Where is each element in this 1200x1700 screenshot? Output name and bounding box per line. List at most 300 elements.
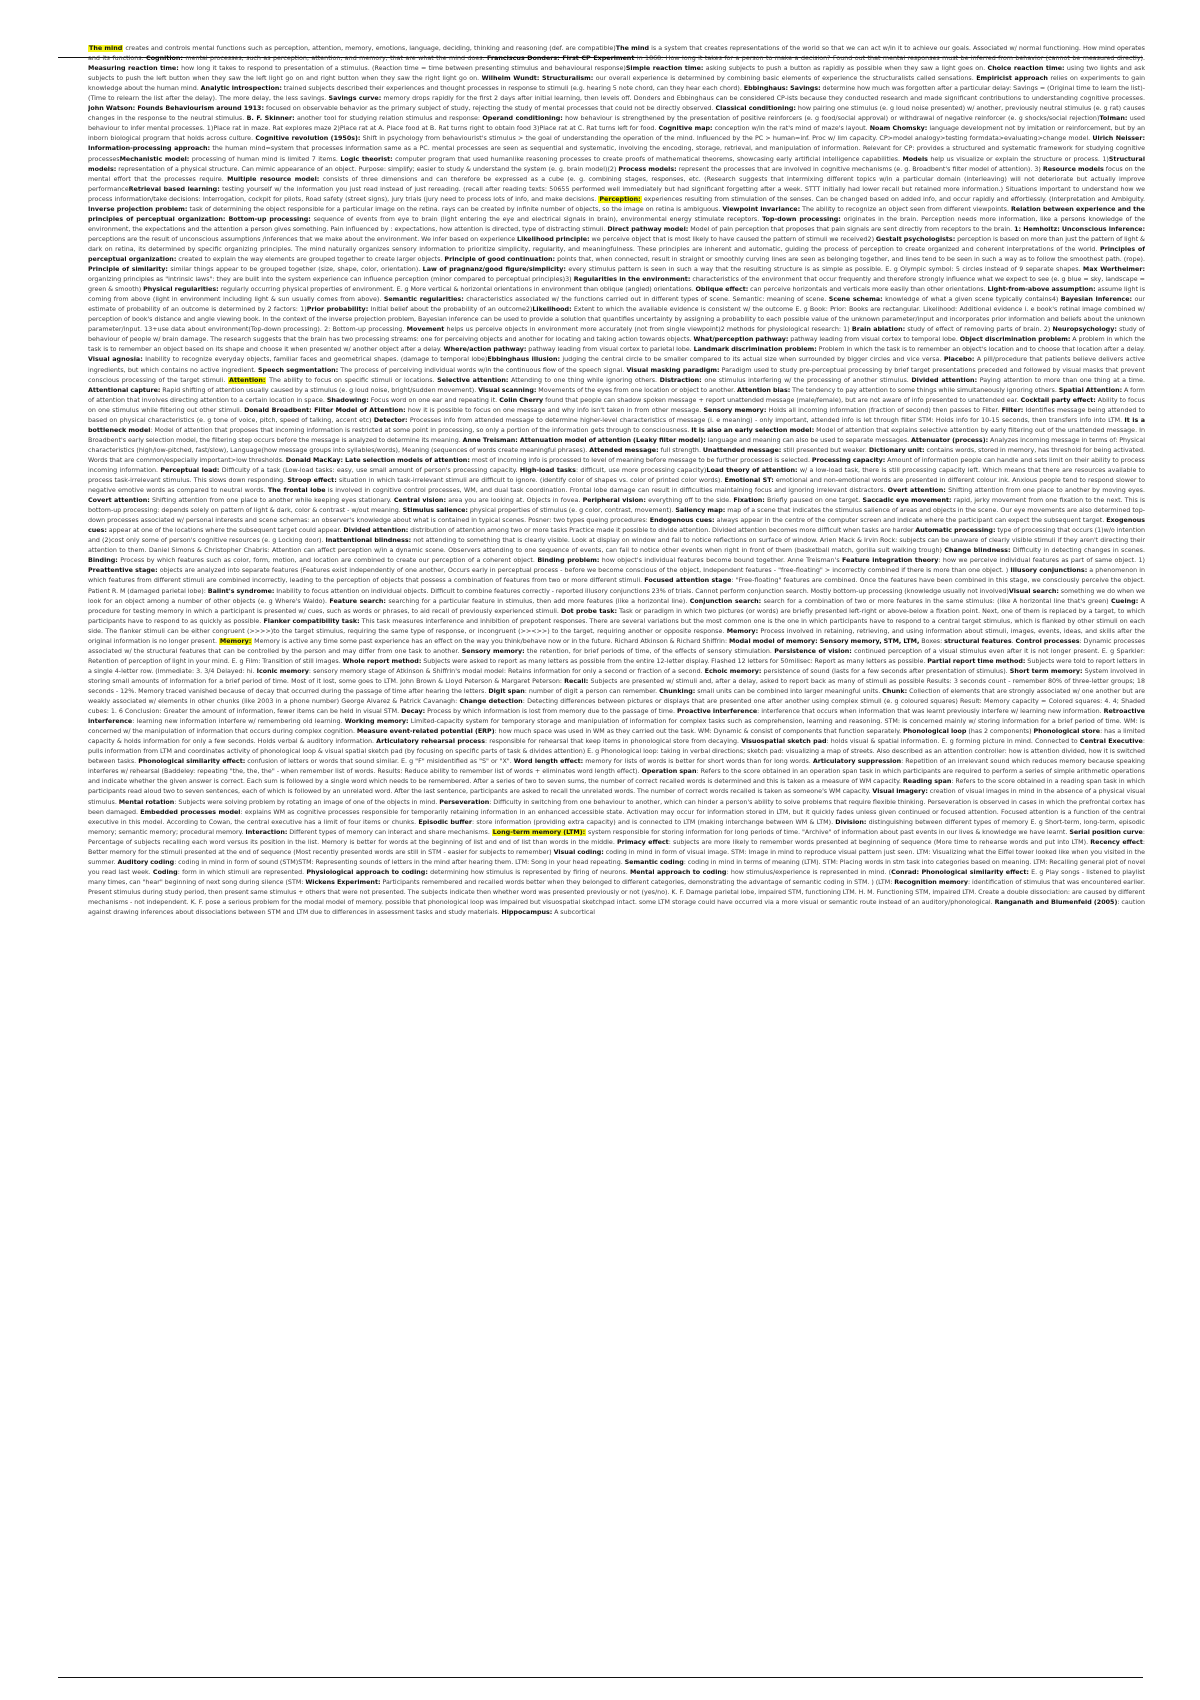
bold-term: Serial position curve xyxy=(1069,828,1143,836)
bold-term: Decay: xyxy=(401,708,426,716)
bold-term: Mental rotation xyxy=(118,798,175,806)
body-text: The ability to recognize an object seen from different viewpoints. xyxy=(800,205,1012,213)
highlighted-heading: The mind xyxy=(89,45,123,52)
body-text: : interference that occurs when information that was learnt previously interfere w/ learning new information. xyxy=(757,708,1104,716)
body-text: we perceive object that is most likely to have caused the pattern of stimuli we received2) xyxy=(589,235,876,243)
body-text: regularly occurring physical properties of environment. E. g More vertical & horizontal orientations in environment than oblique (angled) orientations. xyxy=(218,286,696,294)
body-text: persistence of sound (lasts for a few seconds after presentation of stimulus). xyxy=(761,667,1010,675)
body-text: how behaviour is strengthened by the presentation of positive reinforcers (e. g food/social approval) or withdrawal of negative reinforcer (e. g shocks/social rejection) xyxy=(562,115,1100,123)
body-text: : Refers to the score obtained in a reading span task in which participants read aloud two to seven sentences, each of which is followed by an unrelated word. After the last sentence, participants are asked to recall the unrelated words. The number of correct words recalled is taken as someone's WM capacity. xyxy=(88,778,1145,796)
bold-term: Ulrich Neisser: Information-processing approach: xyxy=(88,135,1145,153)
body-text: Boxes: xyxy=(919,637,945,645)
body-text: The tendency to pay attention to some things while simultaneously ignoring others. xyxy=(790,386,1059,394)
body-text: pathway leading from visual cortex to temporal lobe. xyxy=(788,336,960,344)
bold-term: Control processes xyxy=(1015,637,1080,645)
body-text: A form of attention that involves directing attention to a certain location in space. xyxy=(88,386,1145,404)
body-text: using two lights and ask subjects to push the left button when they saw the left light go on and right button when they saw the right light go on. xyxy=(88,65,1145,83)
body-text: determine how much was forgotten after a particular delay: Savings = (Original time to learn the list)-(Time to relearn the list after the delay). The more delay, the less savings. xyxy=(88,85,1145,103)
bold-term: Spatial Attention: xyxy=(1058,386,1123,394)
bold-term: Endogenous cues: xyxy=(649,517,715,525)
body-text: something we do when we look for an object among a number of other objects (e. g Where's Waldo). xyxy=(88,587,1145,605)
bold-term: Feature search: xyxy=(329,597,386,605)
body-text: focus on the mental effort that the processes require. xyxy=(88,165,1145,183)
bold-term: Recency effect xyxy=(1090,838,1143,846)
body-text: Inability to focus attention on individual objects. Difficult to combine features correctly - reported illusory conjunctions 23% of trials. Cannot perform conjunction search. Mostly bottom-up processing (knowledge usually not involved) xyxy=(274,587,1009,595)
bold-term: Choice reaction time: xyxy=(987,65,1065,73)
body-text: in 1868: How long it takes for a person to make a decision? Found out that mental responses must be inferred from behavior (cannot be measured directly). xyxy=(634,55,1145,63)
body-text: Ability to focus on one stimulus while filtering out other stimuli. xyxy=(88,396,1145,414)
body-text: organizing principles as "intrinsic laws": they are built into the system experience can influence perception (minor compared to perceptual principles)3) xyxy=(88,276,574,284)
body-text: Inability to recognize everyday objects, familiar faces and geometrical shapes. (damage to temporal lobe) xyxy=(142,356,488,364)
bold-term: Cocktail party effect: xyxy=(1020,396,1096,404)
body-text: Different types of memory can interact and share mechanisms. xyxy=(287,828,492,836)
body-text: Briefly paused on one target. xyxy=(764,497,863,505)
body-text: Limited-capacity system for temporary storage and manipulation of information for complex tasks such as comprehension, learning and reasoning. STM: is concerned mainly w/ storing information for a brief period of time. WM: is concerned w/ the manipulation of information that occurs during complex cognition. xyxy=(88,718,1145,736)
bold-term: Attention bias: xyxy=(737,386,791,394)
bold-term: structural features xyxy=(944,637,1012,645)
bold-term: Selective attention: xyxy=(437,376,509,384)
bold-term: Wilhelm Wundt: Structuralism: xyxy=(481,75,594,83)
bold-term: Exogenous cues: xyxy=(88,517,1145,535)
bold-term: Hippocampus: xyxy=(501,909,553,917)
bold-term: Visual scanning: xyxy=(478,386,537,394)
bold-term: Bayesian Inference: xyxy=(1060,296,1133,304)
body-text: judging the central circle to be smaller compared to its actual size when surrounded by bigger circles and vice versa. xyxy=(560,356,944,364)
bold-term: Resource models xyxy=(1042,165,1104,173)
bold-term: Likelihood principle: xyxy=(517,235,590,243)
body-text: Task or paradigm in which two pictures (or words) are briefly presented left-right or above-below a fixation point. Next, one of them is replaced by a target, to which participants have to respond to as quickly as possible. xyxy=(88,607,1145,625)
bold-term: Cognition: xyxy=(146,55,183,63)
body-text: Shifting attention from one place to another by moving eyes. xyxy=(945,487,1145,495)
body-text: Identifies message being attended to based on physical characteristics (e. g tone of voice, pitch, speed of talking, accent etc) xyxy=(88,406,1145,424)
body-text: A subcortical xyxy=(552,909,596,917)
bold-term: Semantic coding xyxy=(624,858,684,866)
bold-term: Central Executive xyxy=(1079,738,1143,746)
body-text: coding in mind in form of visual image. STM: Image in mind to reproduce visual pattern just seen. LTM: Visualizing what the Eiffel tower looked like when you visited in the summer. xyxy=(88,848,1145,866)
bold-term: Attenuator (process): xyxy=(911,436,989,444)
body-text: representation of a physical structure. Can mimic appearance of an object. Purpose: simplify; easier to study & understand the system (e. g. brain model)(2) xyxy=(116,165,619,173)
highlighted-heading: Perception: xyxy=(599,195,641,203)
bold-term: Balint's syndrome: xyxy=(207,587,275,595)
body-text: Extent to which the available evidence is consistent w/ the outcome E. g Book: Prior: Books are rectangular. Likelihood: Additional evidence i. e book's retinal image combined w/ perception of book's distance and angle viewing book. In the context of the inverse projection problem, Bayesian inference can be used to provide a solution that quantifies uncertainty by assigning a probability to each possible value of the unknown parameter/input and incorporates prior information and beliefs about the unknown parameter/input. 13+use data about environment(Top-down processing). 2: Bottom-up processing. xyxy=(88,306,1145,334)
bold-term: Echoic memory: xyxy=(704,667,762,675)
cheat-sheet-text xyxy=(88,44,1145,1439)
body-text: A procedure for testing memory in which a participant is presented w/ cues, such as words or phrases, to aid recall of previously experienced stimuli. xyxy=(88,597,1145,615)
body-text: Model of attention that explains selective attention by early filtering out of the unattended message. In Broadbent's early selection model, the filtering step occurs before the message is analyzed to determine its meaning. xyxy=(88,426,1145,444)
body-text: The ability to focus on specific stimuli or locations. xyxy=(266,376,438,384)
body-text: Process by which features such as color, form, motion, and location are combined to create our perception of a coherent object. xyxy=(117,557,538,565)
body-text: Participants remembered and recalled words better when they belonged to different categories, demonstrating the advantage of semantic coding in STM. ) (LTM: xyxy=(380,878,895,886)
body-text: : Model of attention that proposes that incoming information is restricted at some point in processing, so only a portion of the information gets through to consciousness. xyxy=(150,426,692,434)
body-text: distinguishing between different types of memory E. g Short-term, long-term, episodic memory; semantic memory; procedural memory. xyxy=(88,818,1145,836)
bold-term: Neuropsychology: xyxy=(1052,326,1117,334)
body-text: system responsible for storing information for long periods of time. "Archive" of information about past events in our lives & knowledge we have learnt. xyxy=(586,828,1070,836)
bold-term: What/perception pathway: xyxy=(693,336,789,344)
bold-term: High-load tasks xyxy=(519,466,576,474)
body-text: Shift in psychology from behaviourist's stimulus > the goal of understanding the operation of the mind. Influenced by the PC > human=inf. Proc w/ lim capacity. CP>model analogy>testing formdata>evaluating>change model. xyxy=(360,135,1093,143)
bold-term: Operation span xyxy=(641,768,697,776)
bold-term: Perceptual load: xyxy=(160,466,220,474)
body-text: not attending to something that is clearly visible. Look at display on window and fail to notice reflections on surface of window. Arien Mack & Irvin Rock: subjects can be unaware of clearly visible stimuli if they aren't directing their attention to them. Daniel Simons & Christopher Chabris: Attention can affect perception w/in a dynamic scene. Observers attending to one sequence of events, can fail to notice other events when right in front of them (basketball match, gorilla suit walking trough) xyxy=(88,537,1145,555)
body-text: small units can be combined into larger meaningful units. xyxy=(695,688,883,695)
bold-term: Peripheral vision: xyxy=(582,497,646,505)
bold-term: Automatic processing: xyxy=(915,527,996,535)
body-text: : holds visual & spatial information. E. g forming picture in mind. Connected to xyxy=(826,738,1080,746)
bold-term: Preattentive stage: xyxy=(88,567,158,575)
bold-term: Multiple resource model: xyxy=(227,175,320,183)
bold-term: Visual search: xyxy=(1008,587,1059,595)
body-text: sequence of events from eye to brain (light entering the eye and electrical signals in brain), environmental energy stimulate receptors. xyxy=(310,215,763,223)
bold-term: Placebo: xyxy=(943,356,975,364)
body-text: continued perception of a visual stimulus even after it is not longer present. E. g Sparkler: Retention of perception of light in your mind. E. g Film: Transition of still images. xyxy=(88,647,1145,665)
bold-term: Savings curve: xyxy=(328,95,382,103)
body-text: searching for a particular feature in stimulus, then add more features (like a horizontal line). xyxy=(385,597,690,605)
body-text: The process of perceiving individual words w/in the continuous flow of the speech signal. xyxy=(338,366,627,374)
bold-term: Mechanistic model: xyxy=(119,155,190,163)
bold-term: Relation between experience and the principles of perceptual organization: Bottom-up processing: xyxy=(88,205,1145,223)
body-text: : pulls information from LTM and coordinates activity of phonological loop & visual spatial sketch pad (by focusing on specific parts of task & divides attention) E. g Phonological loop: taking in verbal directions; sketch pad: visualizing a map of streets. Also described as an attention controller: how is attention divided, how it is switched between tasks. xyxy=(88,738,1145,766)
bold-term: Stimulus salience: xyxy=(402,507,468,515)
body-text: study of behaviour of people w/ brain damage. The research suggests that the brain has two processing streams: one for perceiving objects and another for locating and taking action towards objects. xyxy=(88,326,1145,344)
bold-term: Conjunction search: xyxy=(689,597,762,605)
body-text: the retention, for brief periods of time, of the effects of sensory stimulation. xyxy=(524,647,775,655)
body-text: experiences resulting from stimulation of the senses. Can be changed based on added info, and occur rapidly and effortlessly. (Interpretation and Ambiguity. xyxy=(641,195,1145,203)
body-text: emotional and non-emotional words are presented in different colour ink. Anxious people tend to respond slower to negative emotive words as compared to neutral words. xyxy=(88,477,1145,495)
body-text: map of a scene that indicates the stimulus salience of areas and objects in the scene. Our eye movements are also determined top-down processes associated w/ personal interests and scene schemas: an observer's knowledge about what is contained in typical scenes. Posner: two types queing procedures: xyxy=(88,507,1145,525)
bold-term: Noam Chomsky: xyxy=(869,125,928,133)
highlighted-heading: Attention: xyxy=(229,376,266,384)
bold-term: Cognitive map: xyxy=(658,125,713,133)
body-text: type of processing that occurs (1)w/o intention and (2)cost only some of person's cognitive resources (e. g Locking door). xyxy=(88,527,1145,545)
body-text: the human mind=system that processes information same as a PC. mental processes are seen as sequential and systematic, involving the encoding, storage, retrieval, and manipulation of information. Relevant for CP: provides a structured and systematic framework for studying cognitive processes xyxy=(88,145,1145,163)
body-text: Processes info from attended message to determine higher-level characteristics of message (i. e meaning) - only important, attended info is let through filter STM: Holds info for 10-15 seconds, then transfers info into LTM. xyxy=(407,416,1125,424)
body-text: distribution of attention among two or more tasks Practice made it possible to divide attention. Divided attention becomes more difficult when tasks are harder xyxy=(408,527,916,535)
body-text: area you are looking at. Objects in fovea. xyxy=(446,497,583,505)
bold-term: Change detection xyxy=(459,698,523,706)
bold-term: Word length effect: xyxy=(513,758,584,766)
bold-term: Anne Treisman: Attenuation model of attention (Leaky filter model): xyxy=(462,436,706,444)
body-text: Subjects are presented w/ stimuli and, after a delay, asked to report back as many of stimuli as possible Results: 3 seconds count - remember 80% of three-letter groups; 18 seconds - 12%. Memory traced vanished because of decay that occurred during the passage of time after hearing the letters. xyxy=(88,677,1145,695)
body-text: computer program that used humanlike reasoning processes to create proofs of mathematical theorems, showcasing early artificial intelligence capabilities. xyxy=(392,155,903,163)
body-text: : how stimulus/experience is represented in mind. ( xyxy=(726,868,892,876)
bold-term: Principle of similarity: xyxy=(88,266,168,274)
body-text: : learning new information interfere w/ remembering old learning. xyxy=(132,718,345,726)
bold-term: Measuring reaction time: xyxy=(88,65,179,73)
body-text: Process by which information is lost from memory due to the passage of time. xyxy=(425,708,677,716)
body-text: characteristics associated w/ the functions carried out in different types of scene. Semantic: meaning of scene. xyxy=(463,296,829,304)
body-text: testing yourself w/ the information you just read instead of just rereading. (recall after reading texts: 50655 performed well immediately but had significant forgetting after a week. STTT initially had lower recall but retained more information.) Situations important to understand how we process information/take decisions: Interrogation, cockpit for pilots, Road safety (street signs), jury trials (jury need to process lots of info, and make decisions. xyxy=(88,185,1145,203)
bold-term: Analytic introspection: xyxy=(200,85,282,93)
bold-term: Scene schema: xyxy=(828,296,883,304)
bold-term: Saccadic eye movement: xyxy=(862,497,952,505)
body-text: our estimate of probability of an outcome is determined by 2 factors: 1) xyxy=(88,296,1145,314)
body-text: Collection of elements that are strongly associated w/ one another but are weakly associated w/ elements in other chunks (like 2003 in a phone number) George Alvarez & Patrick Cavanagh: xyxy=(88,688,1145,706)
body-text: every stimulus pattern is seen in such a way that the resulting structure is as simple as possible. E. g Olympic symbol: 5 circles instead of 9 separate shapes. xyxy=(565,266,1083,274)
bold-term: Ranganath and Blumenfeld (2005) xyxy=(994,898,1118,906)
bold-term: Cognitive revolution (1950s): xyxy=(255,135,361,143)
body-text: another tool for studying relation stimulus and response: xyxy=(294,115,483,123)
bold-term: Digit span xyxy=(488,688,525,695)
bold-term: Saliency map: xyxy=(675,507,726,515)
body-text: Shifting attention from one place to another while keeping eyes stationary. xyxy=(149,497,394,505)
bold-term: Detector: xyxy=(373,416,408,424)
bold-term: Attended message: xyxy=(589,446,659,454)
body-text: situation in which task-irrelevant stimuli are difficult to ignore. (identify color of shapes vs. color of printed color words). xyxy=(336,477,725,485)
bold-term: Recall: xyxy=(564,677,589,685)
bold-term: Empiricist approach xyxy=(976,75,1048,83)
bold-term: Fixation: xyxy=(733,497,765,505)
body-text: pathway leading from visual cortex to parietal lobe. xyxy=(526,346,694,354)
bold-term: 1: Hemholtz: Unconscious inference: xyxy=(1014,225,1145,233)
bold-term: Binding: xyxy=(88,557,118,565)
bold-term: Viewpoint invariance: xyxy=(722,205,801,213)
bold-term: Attentional capture: xyxy=(88,386,161,394)
bold-term: Light-from-above assumption: xyxy=(987,286,1096,294)
body-text: rapid, jerky movement from one fixation to the next. This is bottom-up processing: depends solely on pattern of light & dark, color & contrast - w/out meaning. xyxy=(88,497,1145,515)
body-text: creates and controls mental functions such as perception, attention, memory, emotions, language, deciding, thinking and reasoning (def. are compatible) xyxy=(123,45,616,52)
bold-term: Emotional ST: xyxy=(724,477,774,485)
bold-term: Memory: xyxy=(726,627,759,635)
blank-area xyxy=(0,1440,1200,1676)
body-text: perception is based on more than just the pattern of light & dark on retina, its determined by specific organizing principles. The mind naturally organizes sensory information to prioritize simplicity, regularity, and meaningfulness. These principles are inherent and automatic, guiding the process of perception to create organized and coherent interpretations of the world. xyxy=(88,235,1145,253)
body-text: : caution against drawing inferences about dissociations between STM and LTM due to differences in assessment tasks and study materials. xyxy=(88,898,1145,917)
bold-term: Donald Broadbent: Filter Model of Attention: xyxy=(244,406,406,414)
bold-term: Regularities in the environment: xyxy=(573,276,691,284)
body-text: memory drops rapidly for the first 2 days after initial learning, then levels off. Donders and Ebbinghaus can be considered CP-ists because they conducted research and made significant contributions to understanding cognitive processes. xyxy=(381,95,1145,103)
body-text: : Difficulty in switching from one behaviour to another, which can hinder a person's ability to solve problems that require flexible thinking. Perseveration is observed in cases in which the prefrontal cortex has been damaged. xyxy=(88,798,1145,816)
bold-term: Brain ablation: xyxy=(851,326,906,334)
bold-term: Physical regularities: xyxy=(143,286,219,294)
bold-term: Feature integration theory xyxy=(842,557,939,565)
body-text: : how much space was used in WM as they carried out the task. WM: Dynamic & consist of components that function separately. xyxy=(494,728,904,736)
body-text: Analyzes incoming message in terms of: Physical characteristics (high/low-pitched, fast/slow), Language(how message groups into syllables/words), Meaning (sequences of words create meaningful phrases). xyxy=(88,436,1145,454)
body-text: processing of human mind is limited 7 items. xyxy=(189,155,341,163)
body-text: : number of digit a person can remember. xyxy=(524,688,660,695)
bold-term: Embedded processes model xyxy=(140,808,241,816)
body-text: Subjects were told to report letters in a single 4-letter row. (Immediate: 3. 3/4 Delayed: hi. xyxy=(88,657,1145,675)
bold-term: Wickens Experiment: xyxy=(305,878,381,886)
bold-term: Covert attention: xyxy=(88,497,150,505)
body-text: Paradigm used to study pre-perceptual processing by brief target presentations preceded and followed by visual masks that prevent conscious processing of the target stimuli. xyxy=(88,366,1145,384)
bold-term: Articulatory rehearsal process xyxy=(376,738,485,746)
body-text: Memory is active any time some past experience has an effect on the way you think/behave now or in the future. Richard Atkinson & Richard Shiffrin: xyxy=(252,637,729,645)
body-text: search for a combination of two or more features in the same stimulus: (like A horizontal line that's green) xyxy=(761,597,1112,605)
body-text: Problem in which the task is to remember an object's location and to choose that location after a delay. xyxy=(816,346,1145,354)
bold-term: Dictionary unit: xyxy=(868,446,925,454)
bold-term: Flanker compatibility task: xyxy=(263,617,360,625)
bold-term: Principle of good continuation: xyxy=(444,255,556,263)
body-text: E. g Play songs - listened to playlist many times, can "hear" beginning of next song during silence (STM: xyxy=(88,868,1145,886)
bold-term: Franciscus Donders: First CP Experiment xyxy=(487,55,635,63)
body-text: how it is possible to focus on one message and why info isn't taken in from other message. xyxy=(405,406,704,414)
body-text: full strength. xyxy=(658,446,703,454)
bold-term: Cueing: xyxy=(1111,597,1139,605)
bold-term: Structural models: xyxy=(88,155,1145,173)
body-text: : coding in mind in form of sound (STM)STM: Representing sounds of letters in the mind after hearing them. LTM: Song in your head repeating. xyxy=(174,858,625,866)
bold-term: Gestalt psychologists: xyxy=(875,235,956,243)
bottom-rule xyxy=(58,1677,1143,1678)
body-text: most of incoming info is processed to level of meaning before message to be further processed is selected. xyxy=(469,456,812,464)
body-text: Subjects were asked to report as many letters as possible from the entire 12-letter display. Flashed 12 letters for 50milisec: Report as many letters as possible. xyxy=(421,657,928,665)
bold-term: Stroop effect: xyxy=(287,477,337,485)
body-text: A pill/procedure that patients believe delivers active ingredients, but which contains no active ingredient. xyxy=(88,356,1145,374)
bold-term: Speech segmentation: xyxy=(257,366,339,374)
bold-term: Sensory memory: xyxy=(461,647,525,655)
bold-term: Change blindness: xyxy=(944,547,1011,555)
body-text: : "Free-floating" features are combined. Once the features have been combined in this stage, we consciously perceive the object. Patient R. M (damaged parietal lobe): xyxy=(88,577,1145,595)
bold-term: Measure event-related potential (ERP) xyxy=(356,728,495,736)
bold-term: Visual imagery: xyxy=(872,788,928,796)
body-text: language and meaning can also be used to separate messages. xyxy=(705,436,911,444)
bold-term: Retroactive interference xyxy=(88,708,1145,726)
body-text: everything off to the side. xyxy=(645,497,734,505)
bold-term: Direct pathway model: xyxy=(607,225,689,233)
bold-term: Tolman: xyxy=(1099,115,1128,123)
bold-term: Short term memory: xyxy=(1009,667,1083,675)
body-text: a phenomenon in which features from different stimuli are combined incorrectly, leading to the perception of objects that possess a combination of features from two or more different stimuli. xyxy=(88,567,1145,585)
bold-term: Illusory conjunctions: xyxy=(1010,567,1088,575)
body-text: how object's individual features become bound together. Anne Treisman's xyxy=(599,557,843,565)
bold-term: Modal model of memory: Sensory memory, STM, LTM, xyxy=(728,637,920,645)
body-text: similar things appear to be grouped together (size, shape, color, orientation). xyxy=(167,266,423,274)
bold-term: Ebbinghaus illusion: xyxy=(487,356,561,364)
body-text: study of effect of removing parts of brain. 2) xyxy=(905,326,1053,334)
body-text: help us visualize or explain the structure or process. 1) xyxy=(927,155,1109,163)
body-text: how long it takes to respond to presentation of a stimulus. (Reaction time = time between presenting stimulus and behavioural response) xyxy=(178,65,626,73)
bold-term: Inverse projection problem: xyxy=(88,205,188,213)
body-text: : identification of stimulus that was encountered earlier. Present stimulus during study period, then present same stimulus + others that were not presented. The subjects indicate then whether word was presented previously or not (yes/no). K. F. Damage parietal lobe, impaired STM, functioning LTM. H. M. Functioning STM, impaired LTM. Create a double dissociation: are caused by different mechanisms - not independent. K. F. pose a serious problem for the modal model of memory. possible that phonological loop was impaired but visuospatial sketchpad intact. some LTM storage could have occurred via a more visual or semantic route instead of an auditory/phonological. xyxy=(88,878,1145,906)
bold-term: Donald MacKay: Late selection models of attention: xyxy=(285,456,470,464)
body-text: This task measures interference and inhibition of prepotent responses. There are several variations but the most common one is the one in which participants have to respond to a central target stimulus, which is flanked by other stimuli on each side. The flanker stimuli can be either congruent (>>>>)to the target stimulus, requiring the same type of response, or incongruent (>><>>) to the target, requiring another or opposite response. xyxy=(88,617,1145,635)
body-text: conception w/in the rat's mind of maze's layout. xyxy=(712,125,870,133)
bold-term: Sensory memory: xyxy=(703,406,767,414)
bold-term: The frontal lobe xyxy=(267,487,326,495)
body-text: language development not by imitation or reinforcement, but by an inborn biological program that holds across culture. xyxy=(88,125,1145,143)
body-text: : Repetition of an irrelevant sound which reduces memory because speaking interferes w/ rehearsal (Baddeley: repeating "the, the, the" - when remember list of words. Results: Reduce ability to remember list of words + eliminates word length effect). xyxy=(88,758,1145,776)
body-text: is a system that creates representations of the world so that we can act w/in it to achieve our goals. Associated w/ normal functioning. How mind operates and its functions. xyxy=(88,45,1145,63)
bold-term: Auditory coding xyxy=(117,858,175,866)
bold-term: Divided attention: xyxy=(343,527,409,535)
body-text: Difficulty in detecting changes in scenes. xyxy=(1010,547,1145,555)
bold-term: Oblique effect: xyxy=(695,286,749,294)
bold-term: Recognition memory xyxy=(894,878,969,886)
body-text: memory for lists of words is better for short words than for long words. xyxy=(583,758,813,766)
bold-term: Principles of perceptual organization: xyxy=(88,245,1145,263)
bold-term: Division: xyxy=(835,818,867,826)
bold-term: Operand conditioning: xyxy=(482,115,563,123)
body-text: represent the processes that are involved in cognitive mechanisms (e. g. Broadbent's filter model of attention). 3) xyxy=(676,165,1043,173)
bold-term: Simple reaction time: xyxy=(625,65,704,73)
body-text: focused on observable behavior as the primary subject of study, rejecting the study of mental processes that could not be directly observed. xyxy=(264,105,716,113)
body-text: always appear in the centre of the computer screen and indicate where the participant can expect the subsequent target. xyxy=(714,517,1107,525)
bold-term: Proactive interference xyxy=(676,708,758,716)
bold-term: Chunk: xyxy=(882,688,908,695)
bold-term: Episodic buffer xyxy=(418,818,472,826)
bold-term: Iconic memory xyxy=(256,667,309,675)
bold-term: Phonological store xyxy=(1033,728,1101,736)
body-text: : has a limited capacity & holds information for only a few seconds. Holds verbal & auditory information. xyxy=(88,728,1145,746)
bold-term: Visual coding: xyxy=(553,848,604,856)
bold-term: Shadowing: xyxy=(326,396,369,404)
bold-term: Mental approach to coding xyxy=(629,868,727,876)
body-text: originates in the brain. Perception needs more information, like a persons knowledge of the environment, the expectations and the attention a person gives something. Pain influenced by : expectations, how attention is directed, type of distracting stimuli. xyxy=(88,215,1145,233)
body-text: : Better memory for the stimuli presented at the end of sequence (Most recently presented words are still in STM - easier for subjects to remember) xyxy=(88,838,1145,856)
body-text: : explains WM as cognitive processes responsible for temporarily retaining information in an enhanced accessible state. Activation may occur for information stored in LTM, but it quickly fades unless given continued or focused attention. Focused attention is a function of the central executive in this model. According to Cowan, the central executive has a limit of four items or chunks. xyxy=(88,808,1145,826)
bold-term: Unattended message: xyxy=(702,446,782,454)
body-text: points that, when connected, result in straight or smoothly curving lines are seen as belonging together, and lines tend to be seen in such a way as to follow the smoothest path. (rope). xyxy=(555,255,1145,263)
body-text: System involved in storing small amounts of information for a brief period of time. Most of it lost, some goes to LTM. John Brown & Lloyd Peterson & Margaret Peterson: xyxy=(88,667,1145,685)
bold-term: B. F. Skinner: xyxy=(246,115,295,123)
body-text: : subjects are more likely to remember words presented at beginning of sequence (More time to rehearse words and put into LTM). xyxy=(668,838,1091,846)
bold-term: Prior probability: xyxy=(306,306,369,314)
bold-term: Top-down processing: xyxy=(762,215,841,223)
body-text: found that people can shadow spoken message + report unattended message (male/female), but are not aware of info presented to unattended ear. xyxy=(543,396,1021,404)
body-text: Focus word on one ear and repeating it. xyxy=(368,396,500,404)
body-text: Model of pain perception that proposes that pain signals are sent directly from receptors to the brain. xyxy=(688,225,1015,233)
body-text: relies on experiments to gain knowledge about the human mind. xyxy=(88,75,1145,93)
body-text: assume light is coming from above (light in environment including light & sun usually comes from above). xyxy=(88,286,1145,304)
body-text: knowledge of what a given scene typically contains4) xyxy=(882,296,1061,304)
bold-term: Landmark discrimination problem: xyxy=(693,346,817,354)
bold-term: Physiological approach to coding: xyxy=(306,868,428,876)
highlighted-heading: Memory: xyxy=(219,637,252,645)
body-text: : store information (providing extra capacity) and is connected to LTM (making interchange between WM & LTM). xyxy=(471,818,836,826)
body-text: Initial belief about the probability of an outcome2) xyxy=(368,306,533,314)
body-text: . xyxy=(1011,637,1016,645)
body-text: our overall experience is determined by combining basic elements of experience the structuralists called sensations. xyxy=(593,75,977,83)
body-text: Attending to one thing while ignoring others. xyxy=(508,376,660,384)
bold-term: Load theory of attention: xyxy=(706,466,798,474)
bold-term: Phonological similarity effect: xyxy=(138,758,246,766)
bold-term: Partial report time method: xyxy=(927,657,1026,665)
bold-term: Overt attention: xyxy=(887,487,946,495)
body-text: created to explain the way elements are grouped together to create larger objects. xyxy=(176,255,445,263)
bold-term: Dot probe task: xyxy=(561,607,618,615)
bold-term: Distraction: xyxy=(659,376,702,384)
bold-term: Focused attention stage xyxy=(644,577,732,585)
bold-term: Visual masking paradigm: xyxy=(626,366,720,374)
body-text: perceptions are the result of unconscious assumptions /inferences that we make about the environment. We infer based on experience xyxy=(88,235,518,243)
bold-term: Filter: xyxy=(1001,406,1024,414)
bold-term: Processing capacity: xyxy=(811,456,886,464)
bold-term: Visuospatial sketch pad xyxy=(741,738,827,746)
bold-term: Central vision: xyxy=(393,497,446,505)
bold-term: Perseveration xyxy=(439,798,490,806)
body-text: mental processes, such as perception, attention, and memory, that are what the mind does. xyxy=(182,55,488,63)
bold-term: John Watson: Founds Behaviourism around 1913: xyxy=(88,105,264,113)
body-text: Difficulty of a task (Low-load tasks: easy, use small amount of person's processing capacity. xyxy=(219,466,520,474)
body-text: physical properties of stimulus (e. g color, contrast, movement). xyxy=(467,507,676,515)
highlighted-heading: Long-term memory (LTM): xyxy=(492,828,586,836)
body-text: one stimulus interfering w/ the processing of another stimulus. xyxy=(701,376,912,384)
body-text: Paying attention to more than one thing at a time. xyxy=(977,376,1145,384)
bold-term: Classical conditioning: xyxy=(715,105,796,113)
body-text: A problem in which the task is to remember an object based on its shape and choose it when presented w/ another object after a delay. xyxy=(88,336,1145,354)
bold-term: Inattentional blindness: xyxy=(325,537,412,545)
bold-term: Colin Cherry xyxy=(499,396,544,404)
bold-term: Divided attention: xyxy=(911,376,978,384)
text-block xyxy=(88,44,1145,918)
bold-term: Ebbinghaus: Savings: xyxy=(743,85,821,93)
body-text: characteristics of the environment that occur frequently and therefore strongly influence what we expect to see (e. g blue = sky, landscape = green & smooth) xyxy=(88,276,1145,294)
body-text: : Dynamic processes associated w/ the structural features that can be controlled by the person and may differ from one task to another. xyxy=(88,637,1145,655)
body-text: Process involved in retaining, retrieving, and using information about stimuli, images, events, ideas, and skills after the original information is no longer present. xyxy=(88,627,1145,645)
body-text: contains words, stored in memory, has threshold for being activated. Words that are common/especially important>low thresholds. xyxy=(88,446,1145,464)
body-text: (has 2 components) xyxy=(966,728,1034,736)
bold-term: Chunking: xyxy=(659,688,696,695)
body-text: still presented but weaker. xyxy=(781,446,869,454)
body-text: : Percentage of subjects recalling each word versus its position in the list. Memory is better for words at the beginning of list and end of list than words in the middle. xyxy=(88,828,1145,846)
